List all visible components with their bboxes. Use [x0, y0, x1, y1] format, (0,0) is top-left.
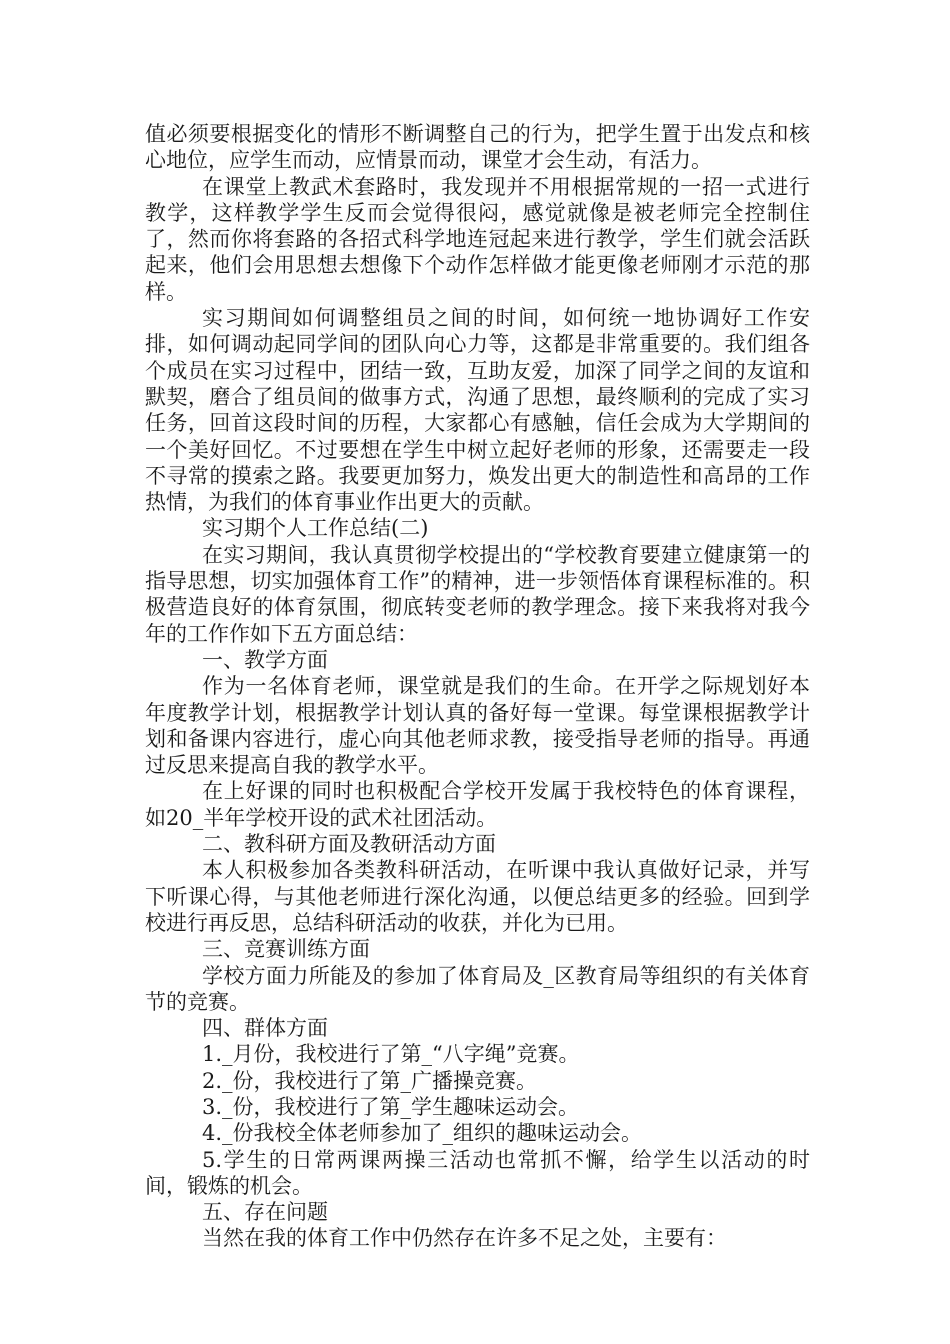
section-heading: 二、教科研方面及教研活动方面 — [202, 832, 496, 857]
list-item: 3._份，我校进行了第_学生趣味运动会。 — [202, 1094, 580, 1119]
document-body — [145, 121, 810, 1252]
paragraph: 实习期间如何调整组员之间的时间，如何统一地协调好工作安排，如何调动起同学间的团队向心力等，这都是非常重要的。我们组各个成员在实习过程中，团结一致，互助友爱，加深了同学之间的友谊和默契，磨合了组员间的做事方式，沟通了思想，最终顺利的完成了实习任务，回首这段时间的历程，大家都心有感触，信任会成为大学期间的一个美好回忆。不过要想在学生中树立起好老师的形象，还需要走一段不寻常的摸索之路。我要更加努力，焕发出更大的制造性和高昂的工作热情，为我们的体育事业作出更大的贡献。 — [145, 306, 810, 515]
paragraph: 学校方面力所能及的参加了体育局及_区教育局等组织的有关体育节的竞赛。 — [145, 963, 810, 1014]
paragraph: 在课堂上教武术套路时，我发现并不用根据常规的一招一式进行教学，这样教学学生反而会觉得很闷，感觉就像是被老师完全控制住了，然而你将套路的各招式科学地连冠起来进行教学，学生们就会活跃起来，他们会用思想去想像下个动作怎样做才能更像老师刚才示范的那样。 — [145, 174, 810, 304]
section-heading: 四、群体方面 — [202, 1016, 328, 1041]
section-heading: 三、竞赛训练方面 — [202, 937, 370, 962]
list-item: 2._份，我校进行了第_广播操竞赛。 — [202, 1068, 538, 1093]
list-item: 1._月份，我校进行了第_“八字绳”竞赛。 — [202, 1042, 580, 1067]
list-item: 4._份我校全体老师参加了_组织的趣味运动会。 — [202, 1121, 643, 1146]
paragraph: 在实习期间，我认真贯彻学校提出的“学校教育要建立健康第一的指导思想，切实加强体育工作”的精神，进一步领悟体育课程标准的。积极营造良好的体育氛围，彻底转变老师的教学理念。接下来我将对我今年的工作作如下五方面总结： — [145, 542, 810, 646]
paragraph: 本人积极参加各类教科研活动，在听课中我认真做好记录，并写下听课心得，与其他老师进行深化沟通，以便总结更多的经验。回到学校进行再反思，总结科研活动的收获，并化为已用。 — [145, 858, 810, 935]
paragraph: 当然在我的体育工作中仍然存在许多不足之处，主要有： — [202, 1226, 727, 1251]
section-heading: 五、存在问题 — [202, 1200, 328, 1225]
list-item: 5.学生的日常两课两操三活动也常抓不懈，给学生以活动的时间，锻炼的机会。 — [145, 1147, 810, 1198]
section-heading: 一、教学方面 — [202, 647, 328, 672]
paragraph: 值必须要根据变化的情形不断调整自己的行为，把学生置于出发点和核心地位，应学生而动，应情景而动，课堂才会生动，有活力。 — [145, 122, 810, 173]
paragraph: 作为一名体育老师，课堂就是我们的生命。在开学之际规划好本年度教学计划，根据教学计划认真的备好每一堂课。每堂课根据教学计划和备课内容进行，虚心向其他老师求教，接受指导老师的指导。再通过反思来提高自我的教学水平。 — [145, 674, 810, 778]
section-title: 实习期个人工作总结(二) — [202, 516, 429, 541]
paragraph: 在上好课的同时也积极配合学校开发属于我校特色的体育课程，如20_半年学校开设的武术社团活动。 — [145, 779, 810, 830]
